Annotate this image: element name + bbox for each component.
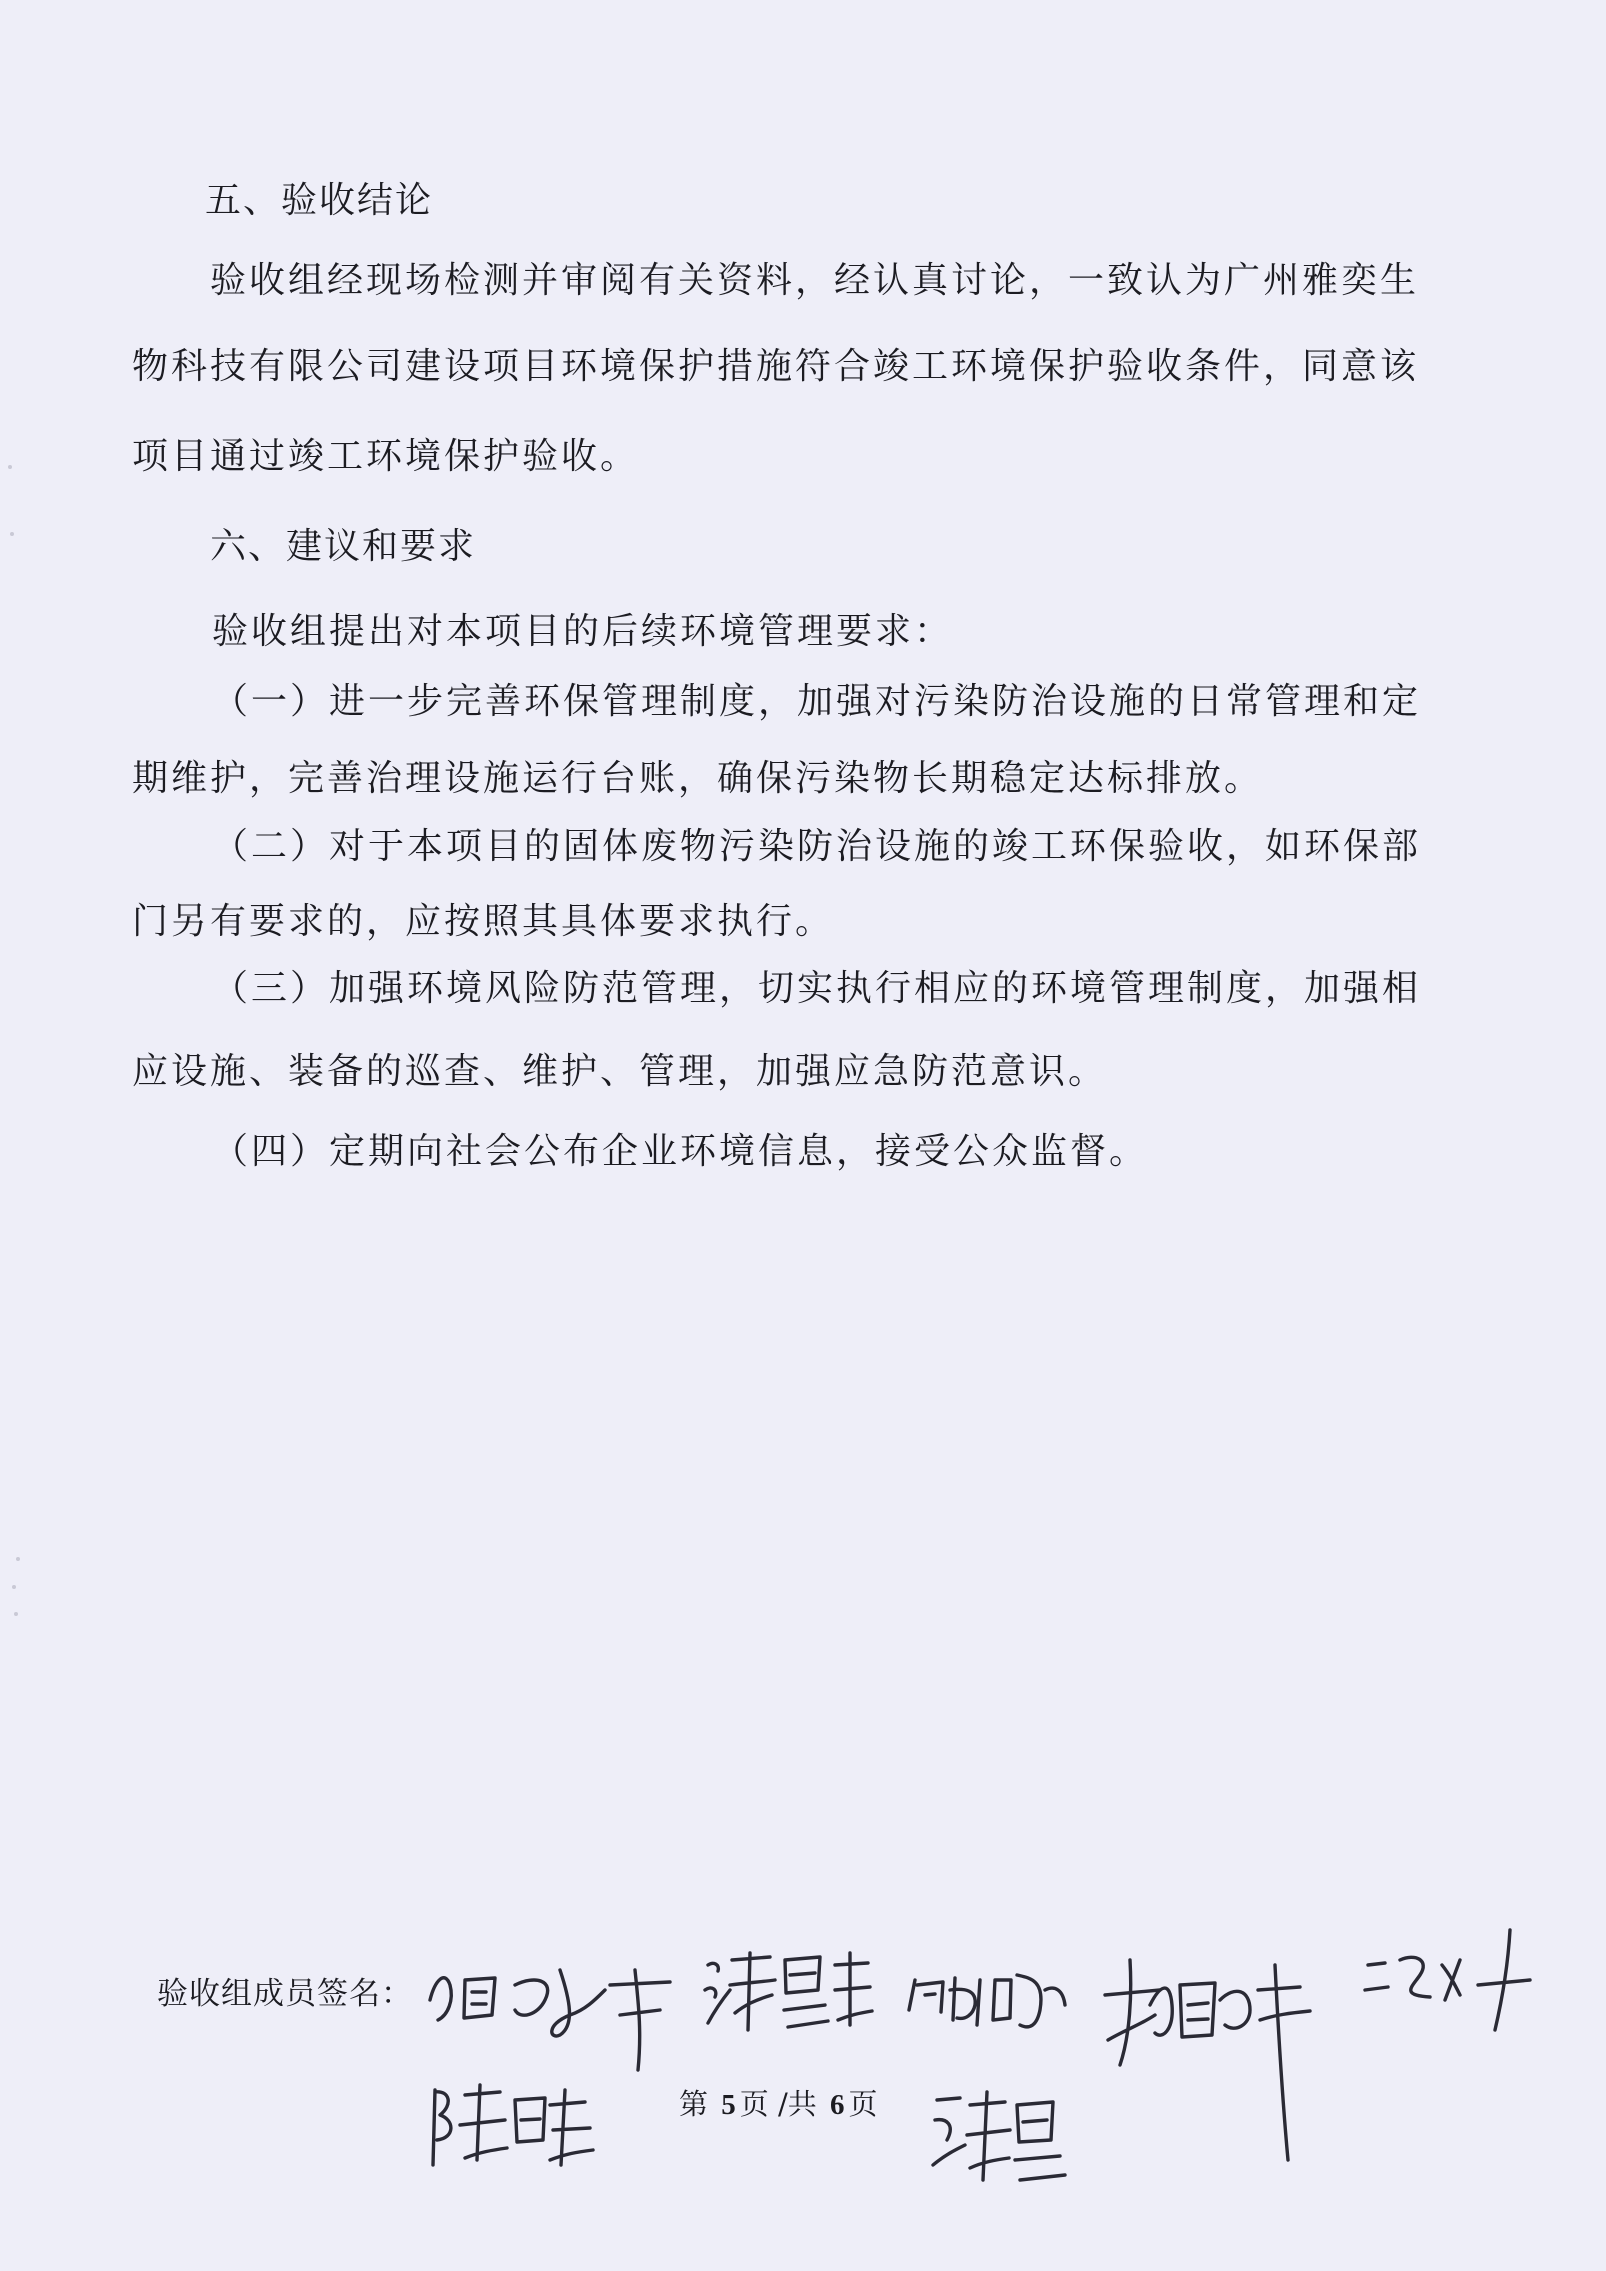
page-total: 6 xyxy=(829,2089,845,2121)
scan-mark xyxy=(10,532,14,536)
requirement-3-line-2: 应设施、装备的巡查、维护、管理，加强应急防范意识。 xyxy=(132,1051,1108,1092)
scan-mark xyxy=(12,1585,16,1589)
section-6-heading: 六、建议和要求 xyxy=(210,526,477,567)
requirement-2-line-2: 门另有要求的，应按照其具体要求执行。 xyxy=(132,901,835,942)
scan-mark xyxy=(16,1557,20,1561)
signature-6 xyxy=(425,2070,595,2180)
page-prefix: 第 xyxy=(679,2087,709,2121)
section-5-line-2: 物科技有限公司建设项目环境保护措施符合竣工环境保护验收条件，同意该 xyxy=(132,346,1420,387)
requirement-1-line-1: （一）进一步完善环保管理制度，加强对污染防治设施的日常管理和定 xyxy=(212,681,1422,722)
requirement-1-line-2: 期维护，完善治理设施运行台账，确保污染物长期稳定达标排放。 xyxy=(132,758,1264,799)
section-6-intro: 验收组提出对本项目的后续环境管理要求： xyxy=(212,611,954,652)
section-5-line-1: 验收组经现场检测并审阅有关资料，经认真讨论，一致认为广州雅奕生 xyxy=(210,260,1420,301)
signature-label: 验收组成员签名： xyxy=(157,1976,413,2012)
signature-1 xyxy=(420,1930,720,2080)
signature-4 xyxy=(1100,1945,1320,2175)
page-current: 5 xyxy=(721,2089,736,2121)
page-mid: 页 /共 xyxy=(739,2087,817,2121)
signature-7 xyxy=(925,2080,1075,2200)
requirement-2-line-1: （二）对于本项目的固体废物污染防治设施的竣工环保验收，如环保部 xyxy=(212,826,1422,867)
page-suffix: 页 xyxy=(848,2087,878,2121)
requirement-3-line-1: （三）加强环境风险防范管理，切实执行相应的环境管理制度，加强相 xyxy=(212,968,1422,1009)
requirement-4-line-1: （四）定期向社会公布企业环境信息，接受公众监督。 xyxy=(212,1131,1149,1172)
section-5-line-3: 项目通过竣工环境保护验收。 xyxy=(132,436,640,477)
signature-2 xyxy=(700,1935,880,2045)
scan-mark xyxy=(8,465,12,469)
signature-3 xyxy=(905,1950,1075,2050)
scan-mark xyxy=(14,1612,18,1616)
section-5-heading: 五、验收结论 xyxy=(205,180,434,221)
page-number xyxy=(679,2082,877,2123)
signature-5 xyxy=(1360,1925,1540,2035)
